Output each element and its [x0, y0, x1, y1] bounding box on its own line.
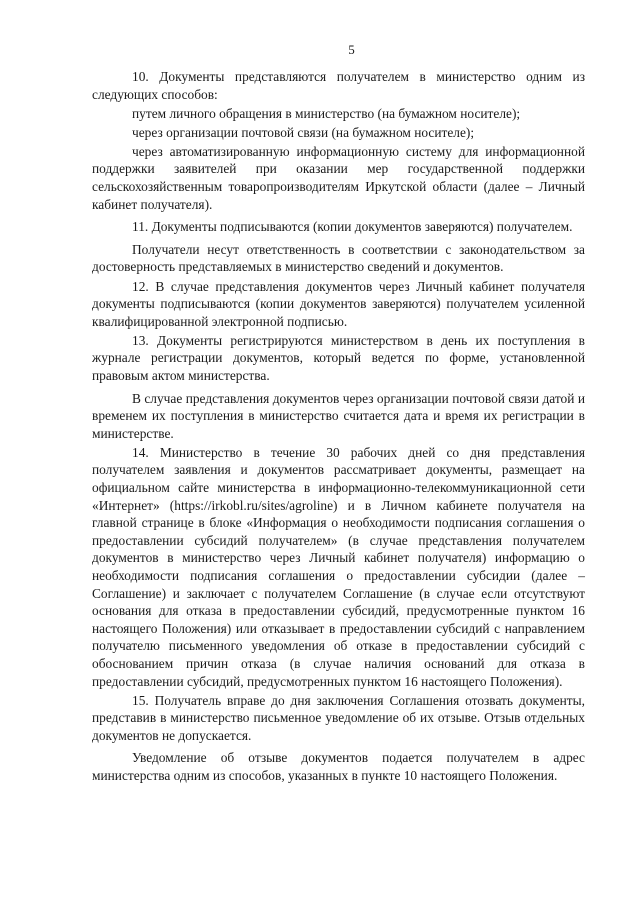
- paragraph-13: 13. Документы регистрируются министерством в день их поступления в журнале регистрации документов, который ведется по форме, установленной правовым актом министерства.: [92, 332, 585, 383]
- paragraph-12: 12. В случае представления документов через Личный кабинет получателя документы подписываются (копии документов заверяются) получателем усиленной квалифицированной электронной подписью.: [92, 278, 585, 329]
- page-number: 5: [348, 42, 355, 57]
- paragraph-method-personal: путем личного обращения в министерство (на бумажном носителе);: [132, 105, 521, 121]
- paragraph-14: 14. Министерство в течение 30 рабочих дней со дня представления получателем заявления и документов рассматривает документы, размещает на официальном сайте министерства в информационно-телекоммуникационной сети «Интернет» (https://irkobl.ru/sites/agroline) и в Личном кабинете получателя на главной странице в блоке «Информация о необходимости подписания соглашения о предоставлении субсидий получателем» (в случае представления получателем документов в министерство через Личный кабинет получателя) информацию о необходимости подписания соглашения о предоставлении субсидии (далее – Соглашение) и заключает с получателем Соглашение (в случае если отсутствуют основания для отказа в предоставлении субсидий, предусмотренные пунктом 16 настоящего Положения) или отказывает в предоставлении субсидий с направлением получателю письменного уведомления об отказе в предоставлении субсидий с обоснованием причин отказа (в случае наличия оснований для отказа в предоставлении субсидий, предусмотренных пунктом 16 настоящего Положения).: [92, 444, 585, 689]
- paragraph-method-post: через организации почтовой связи (на бумажном носителе);: [132, 124, 475, 140]
- paragraph-11: 11. Документы подписываются (копии документов заверяются) получателем.: [132, 219, 573, 235]
- paragraph-postal-date: В случае представления документов через организации почтовой связи датой и временем их поступления в министерство считается дата и время их регистрации в министерстве.: [92, 390, 585, 441]
- paragraph-15: 15. Получатель вправе до дня заключения Соглашения отозвать документы, представив в министерство письменное уведомление об их отзыве. Отзыв отдельных документов не допускается.: [92, 692, 585, 743]
- paragraph-responsibility: Получатели несут ответственность в соответствии с законодательством за достоверность представляемых в министерство сведений и документов.: [92, 241, 585, 275]
- paragraph-withdrawal-notice: Уведомление об отзыве документов подается получателем в адрес министерства одним из способов, указанных в пункте 10 настоящего Положения.: [92, 750, 585, 784]
- paragraph-method-system: через автоматизированную информационную систему для информационной поддержки заявителей при оказании мер государственной поддержки сельскохозяйственным товаропроизводителям Иркутской области (далее – Личный кабинет получателя).: [92, 143, 585, 212]
- paragraph-10: 10. Документы представляются получателем в министерство одним из следующих способов:: [92, 69, 585, 102]
